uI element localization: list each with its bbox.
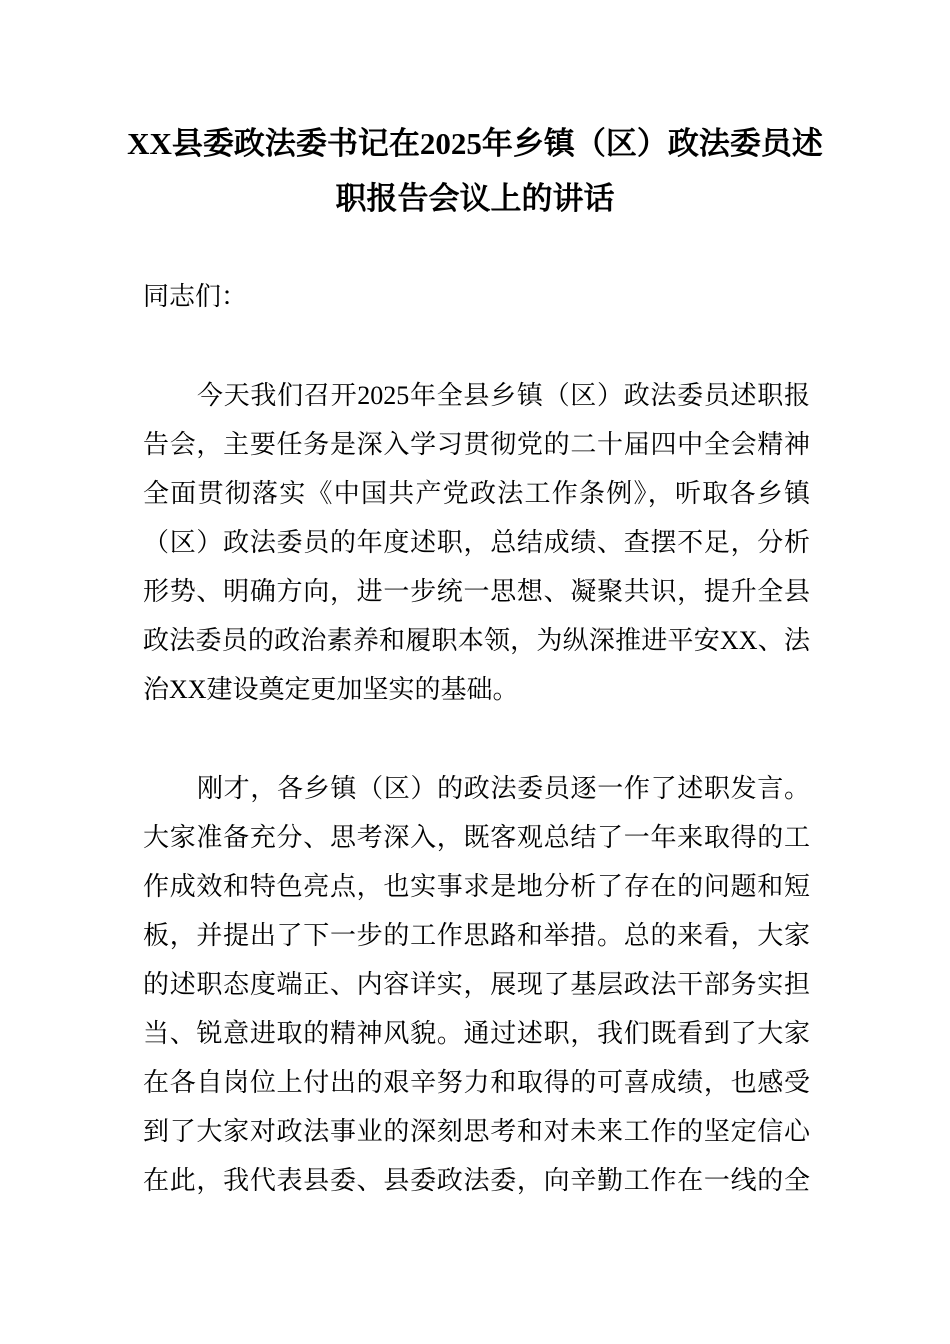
- text-line: 作成效和特色亮点，也实事求是地分析了存在的问题和短: [143, 872, 810, 901]
- text-line: 板，并提出了下一步的工作思路和举措。总的来看，大家: [143, 921, 810, 950]
- document-body: [143, 272, 810, 1205]
- text-line: 治XX建设奠定更加坚实的基础。: [143, 675, 519, 704]
- paragraph-1: [143, 371, 810, 714]
- title-line-1: XX县委政法委书记在2025年乡镇（区）政法委员述: [127, 126, 823, 161]
- salutation: 同志们：: [143, 282, 248, 311]
- text-line: 到了大家对政法事业的深刻思考和对未来工作的坚定信心: [143, 1117, 810, 1146]
- text-line: 政法委员的政治素养和履职本领，为纵深推进平安XX、法: [143, 626, 810, 655]
- text-line: 在此，我代表县委、县委政法委，向辛勤工作在一线的全: [143, 1166, 810, 1195]
- text-line: 形势、明确方向，进一步统一思想、凝聚共识，提升全县: [143, 577, 810, 606]
- document-title: [0, 0, 950, 226]
- text-line: 刚才，各乡镇（区）的政法委员逐一作了述职发言。: [197, 774, 810, 803]
- text-line: 的述职态度端正、内容详实，展现了基层政法干部务实担: [143, 970, 810, 999]
- paragraph-2: [143, 764, 810, 1205]
- text-line: 告会，主要任务是深入学习贯彻党的二十届四中全会精神: [143, 430, 810, 459]
- text-line: （区）政法委员的年度述职，总结成绩、查摆不足，分析: [143, 528, 810, 557]
- text-line: 在各自岗位上付出的艰辛努力和取得的可喜成绩，也感受: [143, 1068, 810, 1097]
- text-line: 今天我们召开2025年全县乡镇（区）政法委员述职报: [197, 381, 810, 410]
- title-line-2: 职报告会议上的讲话: [335, 181, 615, 216]
- text-line: 大家准备充分、思考深入，既客观总结了一年来取得的工: [143, 823, 810, 852]
- text-line: 全面贯彻落实《中国共产党政法工作条例》，听取各乡镇: [143, 479, 810, 508]
- text-line: 当、锐意进取的精神风貌。通过述职，我们既看到了大家: [143, 1019, 810, 1048]
